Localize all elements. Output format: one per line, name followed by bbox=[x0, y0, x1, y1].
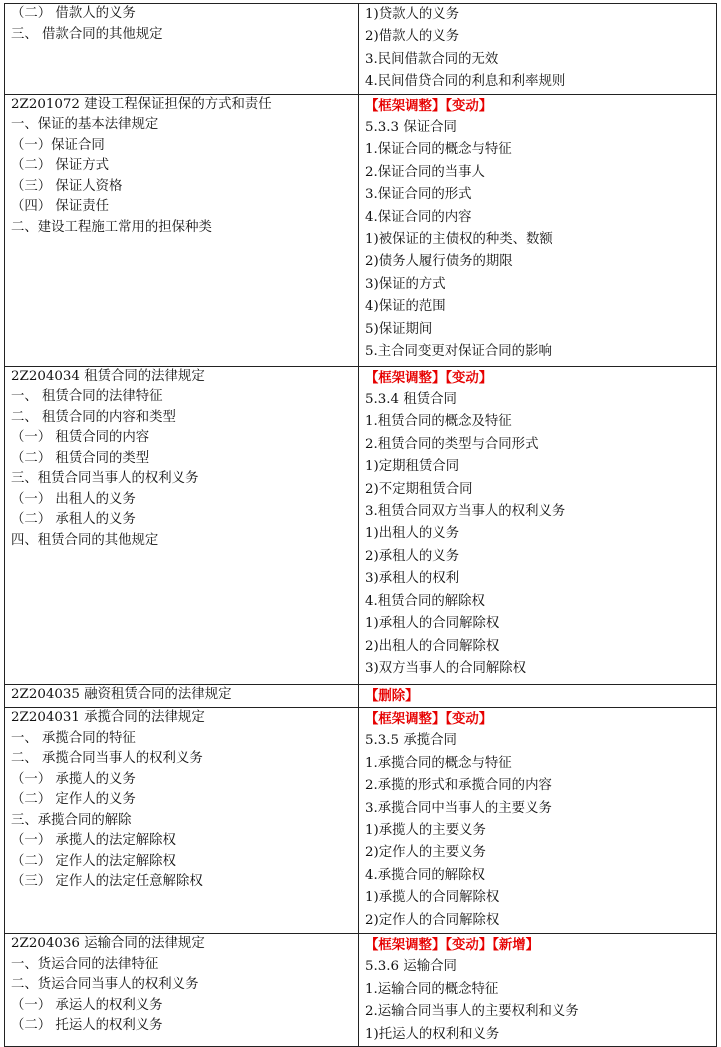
change-tag: 【删除】 bbox=[365, 687, 419, 704]
new-outline-line: 2)定作人的主要义务 bbox=[365, 845, 486, 861]
new-outline-line: 1.承揽合同的概念与特征 bbox=[365, 755, 512, 771]
new-outline-line: 5.3.6 运输合同 bbox=[365, 959, 457, 975]
old-outline-line: （三） 定作人的法定任意解除权 bbox=[11, 874, 203, 890]
new-outline-line: 1)被保证的主债权的种类、数额 bbox=[365, 232, 553, 248]
table-body bbox=[5, 4, 717, 1047]
old-outline-line: 一、 租赁合同的法律特征 bbox=[11, 389, 163, 405]
new-outline-line: 4)保证的范围 bbox=[365, 299, 446, 315]
new-outline-line: 1)承租人的合同解除权 bbox=[365, 616, 500, 632]
old-outline-line: 2Z204036 运输合同的法律规定 bbox=[11, 936, 205, 952]
old-outline-cell bbox=[5, 934, 359, 1047]
new-outline-cell bbox=[359, 708, 717, 934]
old-outline-line: 二、建设工程施工常用的担保种类 bbox=[11, 219, 212, 235]
new-outline-line: 5.主合同变更对保证合同的影响 bbox=[365, 344, 552, 360]
old-outline-line: 四、租赁合同的其他规定 bbox=[11, 532, 159, 548]
new-outline-line: 3.民间借款合同的无效 bbox=[365, 51, 499, 67]
new-outline-line: 1)承揽人的合同解除权 bbox=[365, 890, 500, 906]
old-outline-line: （一）保证合同 bbox=[11, 137, 105, 153]
new-outline-cell bbox=[359, 684, 717, 707]
change-tag: 【框架调整】【变动】 bbox=[365, 711, 493, 728]
old-outline-line: （一） 承运人的权利义务 bbox=[11, 997, 163, 1013]
old-outline-line: 2Z204034 租赁合同的法律规定 bbox=[11, 368, 205, 384]
new-outline-cell bbox=[359, 366, 717, 684]
new-outline-line: 1.租赁合同的概念及特征 bbox=[365, 414, 512, 430]
new-outline-line: 3)保证的方式 bbox=[365, 276, 446, 292]
old-outline-line: 二、 承揽合同当事人的权利义务 bbox=[11, 751, 203, 767]
new-outline-line: 1.保证合同的概念与特征 bbox=[365, 142, 512, 158]
comparison-table bbox=[4, 3, 717, 1047]
new-outline-line: 2)定作人的合同解除权 bbox=[365, 912, 500, 928]
old-outline-line: （二） 借款人的义务 bbox=[11, 6, 136, 21]
new-outline-line: 5)保证期间 bbox=[365, 321, 433, 337]
old-outline-line: （四） 保证责任 bbox=[11, 199, 109, 215]
old-outline-line: 2Z201072 建设工程保证担保的方式和责任 bbox=[11, 96, 272, 112]
new-outline-line: 4.保证合同的内容 bbox=[365, 209, 472, 225]
new-outline-line: 1)定期租赁合同 bbox=[365, 459, 460, 475]
old-outline-line: 三、租赁合同当事人的权利义务 bbox=[11, 471, 199, 487]
old-outline-cell bbox=[5, 94, 359, 366]
old-outline-line: 二、 租赁合同的内容和类型 bbox=[11, 409, 176, 425]
old-outline-line: （三） 保证人资格 bbox=[11, 178, 123, 194]
old-outline-line: （一） 承揽人的法定解除权 bbox=[11, 833, 176, 849]
old-outline-line: （一） 租赁合同的内容 bbox=[11, 430, 150, 446]
new-outline-line: 5.3.5 承揽合同 bbox=[365, 733, 457, 749]
old-outline-line: 三、 借款合同的其他规定 bbox=[11, 26, 163, 42]
new-outline-line: 5.3.3 保证合同 bbox=[365, 120, 457, 136]
new-outline-cell bbox=[359, 934, 717, 1047]
new-outline-line: 2)不定期租赁合同 bbox=[365, 481, 473, 497]
new-outline-line: 3)双方当事人的合同解除权 bbox=[365, 660, 527, 676]
old-outline-line: 一、货运合同的法律特征 bbox=[11, 956, 159, 972]
new-outline-line: 2.运输合同当事人的主要权利和义务 bbox=[365, 1004, 579, 1020]
old-outline-line: （二） 定作人的法定解除权 bbox=[11, 853, 176, 869]
new-outline-line: 2)债务人履行债务的期限 bbox=[365, 254, 513, 270]
new-outline-line: 2.承揽的形式和承揽合同的内容 bbox=[365, 778, 552, 794]
new-outline-cell bbox=[359, 4, 717, 95]
old-outline-line: （二） 托运人的权利义务 bbox=[11, 1018, 163, 1034]
new-outline-line: 1)承揽人的主要义务 bbox=[365, 823, 486, 839]
old-outline-line: 2Z204035 融资租赁合同的法律规定 bbox=[11, 686, 232, 702]
old-outline-cell bbox=[5, 366, 359, 684]
change-tag: 【框架调整】【变动】 bbox=[365, 369, 493, 386]
new-outline-line: 2.租赁合同的类型与合同形式 bbox=[365, 436, 539, 452]
new-outline-line: 3.保证合同的形式 bbox=[365, 187, 472, 203]
old-outline-line: （一） 出租人的义务 bbox=[11, 491, 136, 507]
new-outline-line: 1.运输合同的概念特征 bbox=[365, 981, 499, 997]
old-outline-line: （二） 承租人的义务 bbox=[11, 512, 136, 528]
old-outline-line: 一、保证的基本法律规定 bbox=[11, 117, 159, 133]
table-row bbox=[5, 94, 717, 366]
table-row bbox=[5, 366, 717, 684]
new-outline-line: 2)承租人的义务 bbox=[365, 548, 460, 564]
new-outline-line: 3)承租人的权利 bbox=[365, 571, 460, 587]
old-outline-line: 二、货运合同当事人的权利义务 bbox=[11, 977, 199, 993]
change-tag: 【框架调整】【变动】【新增】 bbox=[365, 937, 540, 954]
table-row bbox=[5, 4, 717, 95]
old-outline-cell bbox=[5, 4, 359, 95]
old-outline-line: （二） 租赁合同的类型 bbox=[11, 450, 150, 466]
new-outline-line: 3.承揽合同中当事人的主要义务 bbox=[365, 800, 552, 816]
table-row bbox=[5, 684, 717, 707]
old-outline-cell bbox=[5, 684, 359, 707]
old-outline-line: 一、 承揽合同的特征 bbox=[11, 730, 136, 746]
old-outline-line: 三、承揽合同的解除 bbox=[11, 812, 132, 828]
table-row bbox=[5, 708, 717, 934]
new-outline-cell bbox=[359, 94, 717, 366]
old-outline-line: （二） 保证方式 bbox=[11, 158, 109, 174]
new-outline-line: 1)贷款人的义务 bbox=[365, 7, 460, 22]
new-outline-line: 1)出租人的义务 bbox=[365, 526, 460, 542]
new-outline-line: 4.承揽合同的解除权 bbox=[365, 867, 485, 883]
table-row bbox=[5, 934, 717, 1047]
new-outline-line: 5.3.4 租赁合同 bbox=[365, 392, 457, 408]
old-outline-line: 2Z204031 承揽合同的法律规定 bbox=[11, 710, 205, 726]
new-outline-line: 4.租赁合同的解除权 bbox=[365, 593, 485, 609]
new-outline-line: 2.保证合同的当事人 bbox=[365, 164, 485, 180]
old-outline-cell bbox=[5, 708, 359, 934]
new-outline-line: 4.民间借贷合同的利息和利率规则 bbox=[365, 74, 566, 90]
new-outline-line: 3.租赁合同双方当事人的权利义务 bbox=[365, 504, 566, 520]
new-outline-line: 1)托运人的权利和义务 bbox=[365, 1026, 500, 1042]
old-outline-line: （一） 承揽人的义务 bbox=[11, 771, 136, 787]
change-tag: 【框架调整】【变动】 bbox=[365, 97, 493, 114]
new-outline-line: 2)借款人的义务 bbox=[365, 29, 460, 45]
old-outline-line: （二） 定作人的义务 bbox=[11, 792, 136, 808]
new-outline-line: 2)出租人的合同解除权 bbox=[365, 638, 500, 654]
